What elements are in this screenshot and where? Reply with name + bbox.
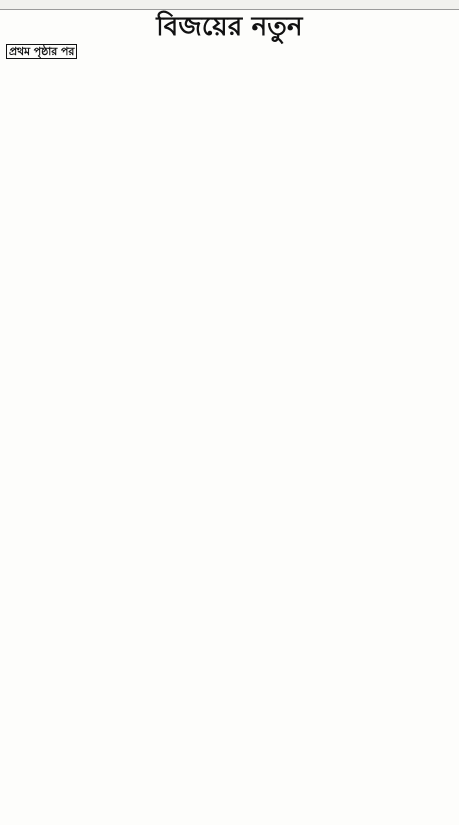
article-body	[6, 44, 453, 820]
continuation-tag: প্রথম পৃষ্ঠার পর	[6, 44, 77, 59]
top-page-strip	[0, 0, 459, 10]
headline: বিজয়ের নতুন	[156, 12, 303, 42]
article-paragraph	[6, 44, 453, 60]
